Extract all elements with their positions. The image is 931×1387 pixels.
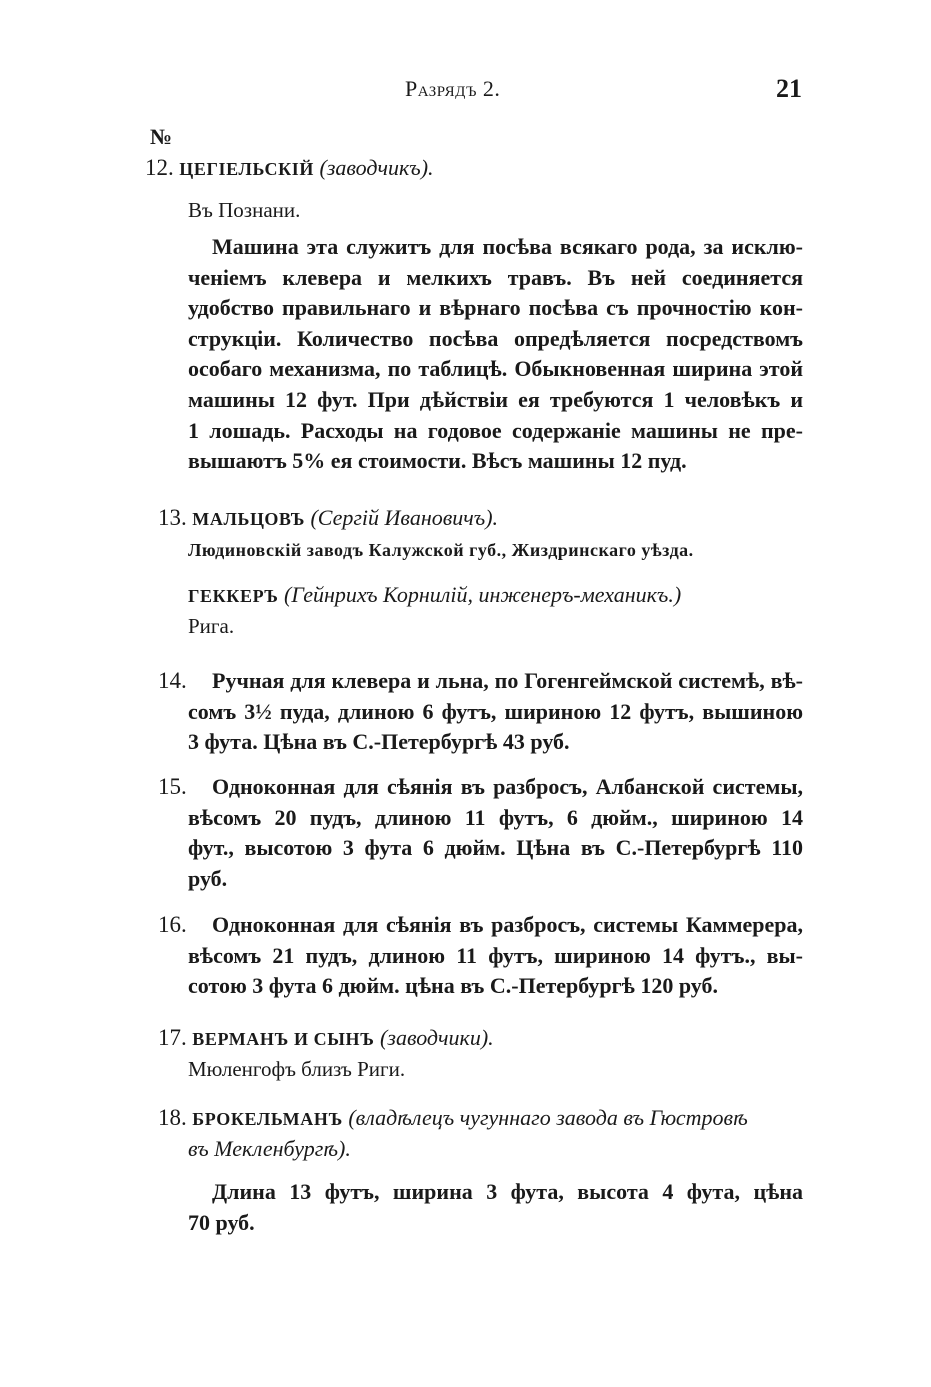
- description-line: машины 12 фут. При дѣйствіи ея требуются 1 человѣкъ и: [188, 386, 803, 412]
- entry-number: 13.: [158, 505, 187, 530]
- entry-16-description: [188, 910, 803, 1002]
- running-title: Разрядъ 2.: [405, 76, 501, 101]
- entry-12-place: Въ Познани.: [188, 198, 301, 222]
- entry-13-place: Людиновскій заводъ Калужской губ., Жиздринскаго уѣзда.: [188, 540, 694, 560]
- description-line: вѣсомъ 21 пудъ, длиною 11 футъ, шириною 14 футъ., вы-: [188, 942, 803, 968]
- entry-16-number: [158, 910, 187, 940]
- entry-15-description: [188, 772, 803, 894]
- entry-14-number: [158, 666, 187, 696]
- exhibitor-name: МАЛЬЦОВЪ: [192, 509, 305, 529]
- exhibitor-name: ВЕРМАНЪ И СЫНЪ: [192, 1029, 375, 1049]
- entry-12-description: [188, 232, 803, 477]
- exhibitor-name: БРОКЕЛЬМАНЪ: [192, 1109, 343, 1129]
- entry-12-heading: [145, 153, 434, 184]
- description-line: вѣсомъ 20 пудъ, длиною 11 футъ, 6 дюйм., шириною 14: [188, 804, 803, 830]
- entry-number: 16.: [158, 912, 187, 937]
- entry-17-heading: [158, 1023, 494, 1054]
- description-line: руб.: [188, 865, 228, 891]
- description-line: Длина 13 футъ, ширина 3 фута, высота 4 фута, цѣна: [212, 1179, 803, 1204]
- description-line: фут., высотою 3 фута 6 дюйм. Цѣна въ С.-Петербургѣ 110: [188, 835, 803, 861]
- description-line: Одноконная для сѣянія въ разбросъ, Албанской системы,: [212, 774, 803, 799]
- description-line: сомъ 3½ пуда, длиною 6 футъ, шириною 12 футъ, вышиною: [188, 698, 803, 724]
- entry-18-description: [188, 1177, 803, 1238]
- description-line: 3 фута. Цѣна въ С.-Петербургѣ 43 руб.: [188, 729, 570, 755]
- description-line: струкціи. Количество посѣва опредѣляется посредствомъ: [188, 325, 803, 351]
- exhibitor-role: (владѣлецъ чугуннаго завода въ Гюстровѣ: [348, 1105, 748, 1130]
- entry-number: 15.: [158, 774, 187, 799]
- description-line: 70 руб.: [188, 1209, 255, 1235]
- entry-number: 18.: [158, 1105, 187, 1130]
- description-line: Одноконная для сѣянія въ разбросъ, системы Каммерера,: [212, 912, 803, 937]
- description-line: Машина эта служитъ для посѣва всякаго рода, за исклю-: [212, 234, 803, 259]
- page-header: [0, 74, 931, 108]
- description-line: 1 лошадь. Расходы на годовое содержаніе машины не пре-: [188, 417, 803, 443]
- entry-number: 17.: [158, 1025, 187, 1050]
- entry-number: 14.: [158, 668, 187, 693]
- description-line: особаго механизма, по таблицѣ. Обыкновенная ширина этой: [188, 356, 803, 382]
- description-line: удобство правильнаго и вѣрнаго посѣва съ прочностію кон-: [188, 295, 803, 321]
- entry-gecker-place: Рига.: [188, 614, 235, 638]
- description-line: сотою 3 фута 6 дюйм. цѣна въ С.-Петербургѣ 120 руб.: [188, 973, 719, 999]
- exhibitor-name: ГЕККЕРЪ: [188, 586, 279, 606]
- entry-17-place: Мюленгофъ близъ Риги.: [188, 1057, 406, 1081]
- exhibitor-role: (Гейнрихъ Корнилій, инженеръ-механикъ.): [284, 582, 682, 607]
- description-line: вышаютъ 5% ея стоимости. Вѣсъ машины 12 пуд.: [188, 448, 687, 474]
- exhibitor-role: (заводчикъ).: [319, 155, 434, 180]
- entry-14-description: [188, 666, 803, 758]
- description-line: Ручная для клевера и льна, по Гогенгеймской системѣ, вѣ-: [212, 668, 803, 693]
- entry-gecker-heading: [188, 580, 681, 611]
- description-line: ченіемъ клевера и мелкихъ травъ. Въ ней соединяется: [188, 264, 803, 290]
- number-sign: №: [150, 124, 173, 149]
- exhibitor-name: ЦЕГІЕЛЬСКІЙ: [179, 159, 315, 179]
- page-number: 21: [776, 74, 802, 103]
- exhibitor-role: (Сергій Ивановичъ).: [310, 505, 499, 530]
- exhibitor-role: (заводчики).: [380, 1025, 494, 1050]
- entry-13-heading: [158, 503, 498, 534]
- entry-number: 12.: [145, 155, 174, 180]
- entry-15-number: [158, 772, 187, 802]
- entry-18-role-continued: въ Мекленбургѣ).: [188, 1136, 351, 1161]
- entry-18-heading: [158, 1103, 748, 1134]
